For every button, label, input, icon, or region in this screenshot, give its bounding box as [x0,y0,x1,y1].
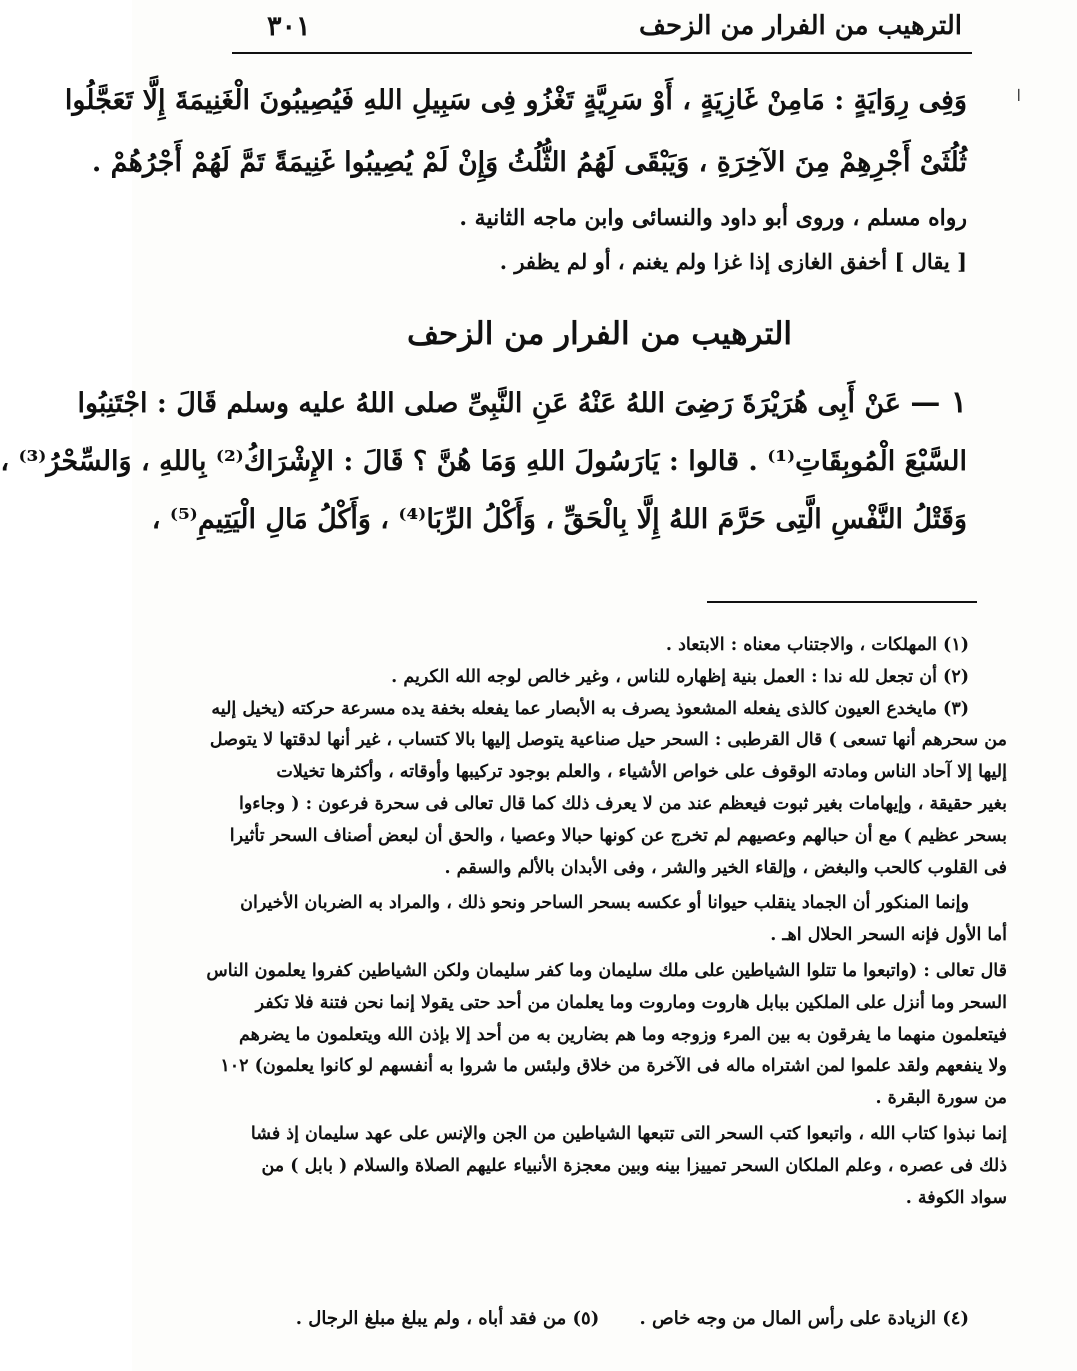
section-title: الترهيب من الفرار من الزحف [406,316,793,352]
footnote-3-para3-line-4: ولا ينفعهم ولقد علموا لمن اشتراه ماله فى الآخرة من خلاق ولبئس ما شروا به أنفسهم لو كانوا يعلمون) ١٠٢ [220,1056,1007,1077]
footnote-1: (١) المهلكات ، والاجتناب معناه : الابتعاد . [665,635,969,655]
page-header [267,4,962,48]
hadith-1-line-2: السَّبْعَ الْمُوبِقَاتِ⁽¹⁾ . قالوا : يَارَسُولَ اللهِ وَمَا هُنَّ ؟ قَالَ : الإِشْرَاكُ⁽²⁾ بِاللهِ ، وَالسِّحْرُ⁽³⁾ ، [0,446,967,477]
main-text [0,70,967,549]
footnote-3-line-4: بغير حقيقة ، وإيهامات بغير ثبوت فيعظم عند من لا يعرف ذلك كما قال تعالى فى سحرة فرعون : ( وجاءوا [238,793,1007,814]
footnote-3-para3-line-1: قال تعالى : (واتبعوا ما تتلوا الشياطين على ملك سليمان وما كفر سليمان ولكن الشياطين كفروا يعلمون الناس [206,960,1007,981]
previous-hadith-line-2: ثُلُثَىْ أَجْرِهِمْ مِنَ الآخِرَةِ ، وَيَبْقَى لَهُمُ الثُّلُثُ وَإِنْ لَمْ يُصِيبُوا غَنِيمَةً تَمَّ لَهُمْ أَجْرُهُمْ . [91,147,967,178]
hadith-number: ١ — [910,385,967,420]
hadith-1-text-1: عَنْ أَبِى هُرَيْرَةَ رَضِىَ اللهُ عَنْهُ عَنِ النَّبِىِّ صلى اللهُ عليه وسلم قَالَ : اجْتَنِبُوا [77,388,902,419]
footnote-3-line-6: فى القلوب كالحب والبغض ، وإلقاء الخير والشر ، وفى الأبدان بالألم والسقم . [444,857,1007,878]
footnote-separator [707,601,977,603]
footnotes [206,630,1007,1214]
footnote-3-line-1: (٣) مايخدع العيون كالذى يفعله المشعوذ يصرف به الأبصار عما يفعله بخفة يده مسرعة حركته (يخيل إليه [211,698,969,719]
page-number: ٣٠١ [267,10,311,42]
footnote-5: (٥) من فقد أباه ، ولم يبلغ مبلغ الرجال . [295,1308,600,1329]
footnote-3-line-2: من سحرهم أنها تسعى ) قال القرطبى : السحر حيل صناعية يتوصل إليها بالا كتساب ، غير أنها لدقتها لا يتوصل [209,730,1007,751]
previous-hadith-line-1: وَفِى رِوَايَةٍ : مَامِنْ غَازِيَةٍ ، أَوْ سَرِيَّةٍ تَغْزُو فِى سَبِيلِ اللهِ فَيُصِيبُونَ الْغَنِيمَةَ إِلَّا تَعَجَّلُوا [64,85,967,116]
footnote-3-para2-line-1: وإنما المنكور أن الجماد ينقلب حيوانا أو عكسه بسحر الساحر ونحو ذلك ، والمراد به الضربان الأخيران [240,893,969,914]
footnote-2: (٢) أن تجعل لله ندا : العمل بنية إظهاره للناس ، وغير خالص لوجه الله الكريم . [391,666,969,687]
footnote-3-para3-line-2: السحر وما أنزل على الملكين ببابل هاروت وماروت وما يعلمان من أحد حتى يقولا إنما نحن فتنة فلا تكفر [255,992,1007,1013]
footnote-3-para4-line-3: سواد الكوفة . [905,1187,1007,1208]
footnote-3-para4-line-2: ذلك فى عصره ، وعلم الملكان السحر تمييزا بينه وبين معجزة الأنبياء عليهم الصلاة والسلام ( بابل ) من [261,1155,1007,1176]
narration-note: رواه مسلم ، وروى أبو داود والنسائى وابن ماجه الثانية . [459,205,967,231]
hadith-1-line-1 [77,374,967,433]
margin-mark: ا [1016,86,1021,105]
hadith-1-line-3: وَقَتْلُ النَّفْسِ الَّتِى حَرَّمَ اللهُ إِلَّا بِالْحَقِّ ، وَأَكْلُ الرِّبَا⁽⁴⁾ ، وَأَكْلُ مَالِ الْيَتِيمِ⁽⁵⁾ ، [151,504,967,535]
footnote-4: (٤) الزيادة على رأس المال من وجه خاص . [639,1308,969,1329]
header-rule [232,52,972,54]
footnote-3-line-5: بسحر عظيم ) مع أن حبالهم وعصيهم لم تخرج عن كونها حبالا وعصيا ، والحق أن لبعض أصناف السحر تأثيرا [229,825,1007,846]
footnote-3-para3-line-3: فيتعلمون منهما ما يفرقون به بين المرء وزوجه وما هم بضارين به من أحد إلا بإذن الله ويتعلمون ما يضرهم [239,1024,1007,1045]
footnote-3-line-3: إليها إلا آحاد الناس ومادته الوقوف على خواص الأشياء ، والعلم بوجود تركيبها وأوقاته ، وأكثرها تخيلات [276,762,1007,783]
footnotes-4-5 [232,1302,1007,1336]
running-title: الترهيب من الفرار من الزحف [639,11,962,41]
footnote-3-para2-line-2: أما الأول فإنه السحر الحلال اهـ . [770,925,1007,946]
footnote-3-para3-line-5: من سورة البقرة . [875,1088,1007,1109]
gloss-note: [ يقال ] أخفق الغازى إذا غزا ولم يغنم ، أو لم يظفر . [499,249,967,274]
footnote-3-para4-line-1: إنما نبذوا كتاب الله ، واتبعوا كتب السحر التى تتبعها الشياطين من الجن والإنس على عهد سليمان إذ فشا [250,1123,1007,1144]
